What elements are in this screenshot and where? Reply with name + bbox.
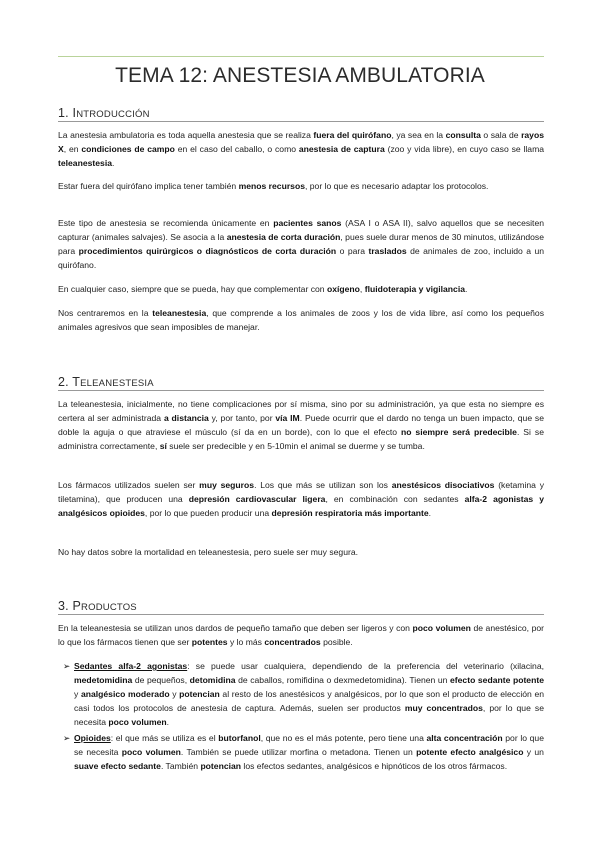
page-title: TEMA 12: ANESTESIA AMBULATORIA (115, 64, 485, 87)
paragraph: Los fármacos utilizados suelen ser muy seguros. Los que más se utilizan son los anestésicos disociativos (ketamina y tiletamina), que producen una depresión cardiovascular ligera, en combinación con sedantes alfa-2 agonistas y analgésicos opioides, por lo que pueden producir una depresión respiratoria más importante. (58, 480, 545, 518)
paragraph: Nos centraremos en la teleanestesia, que comprende a los animales de zoos y los de vida libre, así como los pequeños animales agresivos que sean imposibles de manejar. (58, 308, 544, 332)
paragraph: Estar fuera del quirófano implica tener también menos recursos, por lo que es necesario adaptar los protocolos. (58, 181, 489, 191)
paragraph: En la teleanestesia se utilizan unos dardos de pequeño tamaño que deben ser ligeros y con poco volumen de anestésico, por lo que los fármacos tienen que ser potentes y lo más concentrados posible. (58, 623, 544, 647)
paragraph: En cualquier caso, siempre que se pueda, hay que complementar con oxígeno, fluidoterapia y vigilancia. (58, 284, 468, 294)
list-item: ➢ Sedantes alfa-2 agonistas: se puede usar cualquiera, dependiendo de la preferencia del veterinario (xilacina, medetomidina de pequeños, detomidina de caballos, romifidina o dexmedetomidina). Tienen un efecto sedante potente y analgésico moderado y potencian al resto de los anestésicos y analgésicos, por lo que son el producto de elección en casi todos los protocolos de anestesia de captura. Además, suelen ser productos muy concentrados, por lo que se necesita poco volumen. (63, 661, 545, 727)
section-introduccion (58, 106, 544, 122)
paragraph: La anestesia ambulatoria es toda aquella anestesia que se realiza fuera del quirófano, ya sea en la consulta o sala de rayos X, en condiciones de campo en el caso del caballo, o como anestesia de captura (zoo y vida libre), en cuyo caso se llama teleanestesia. (58, 130, 545, 168)
section-productos (58, 599, 544, 615)
header-rule (58, 56, 544, 57)
list-item: ➢ Opioides: el que más se utiliza es el butorfanol, que no es el más potente, pero tiene una alta concentración por lo que se necesita poco volumen. También se puede utilizar morfina o metadona. Tienen un potente efecto analgésico y un suave efecto sedante. También potencian los efectos sedantes, analgésicos e hipnóticos de los otros fármacos. (63, 733, 544, 771)
paragraph: No hay datos sobre la mortalidad en teleanestesia, pero suele ser muy segura. (58, 547, 358, 557)
section-heading: 2. TELEANESTESIA (58, 375, 544, 391)
section-heading: 1. INTRODUCCIÓN (58, 106, 544, 122)
paragraph: La teleanestesia, inicialmente, no tiene complicaciones por sí misma, sino por su administración, ya que esta no siempre es certera al ser administrada a distancia y, por tanto, por vía IM. Puede ocurrir que el dardo no tenga un buen impacto, que se doble la aguja o que atraviese el músculo (sí da en un borde), con lo que el efecto no siempre será predecible. Si se administra correctamente, sí suele ser predecible y en 5-10min el animal se duerme y se tumba. (58, 399, 545, 451)
arrow-bullet-icon: ➢ (63, 733, 71, 743)
paragraph: Este tipo de anestesia se recomienda únicamente en pacientes sanos (ASA I o ASA II), salvo aquellos que se necesiten capturar (animales salvajes). Se asocia a la anestesia de corta duración, pues suele durar menos de 30 minutos, utilizándose para procedimientos quirúrgicos o diagnósticos de corta duración o para traslados de animales de zoo, incluido a un quirófano. (58, 218, 545, 270)
section-teleanestesia (58, 375, 544, 391)
section-heading: 3. PRODUCTOS (58, 599, 544, 615)
arrow-bullet-icon: ➢ (63, 661, 71, 671)
